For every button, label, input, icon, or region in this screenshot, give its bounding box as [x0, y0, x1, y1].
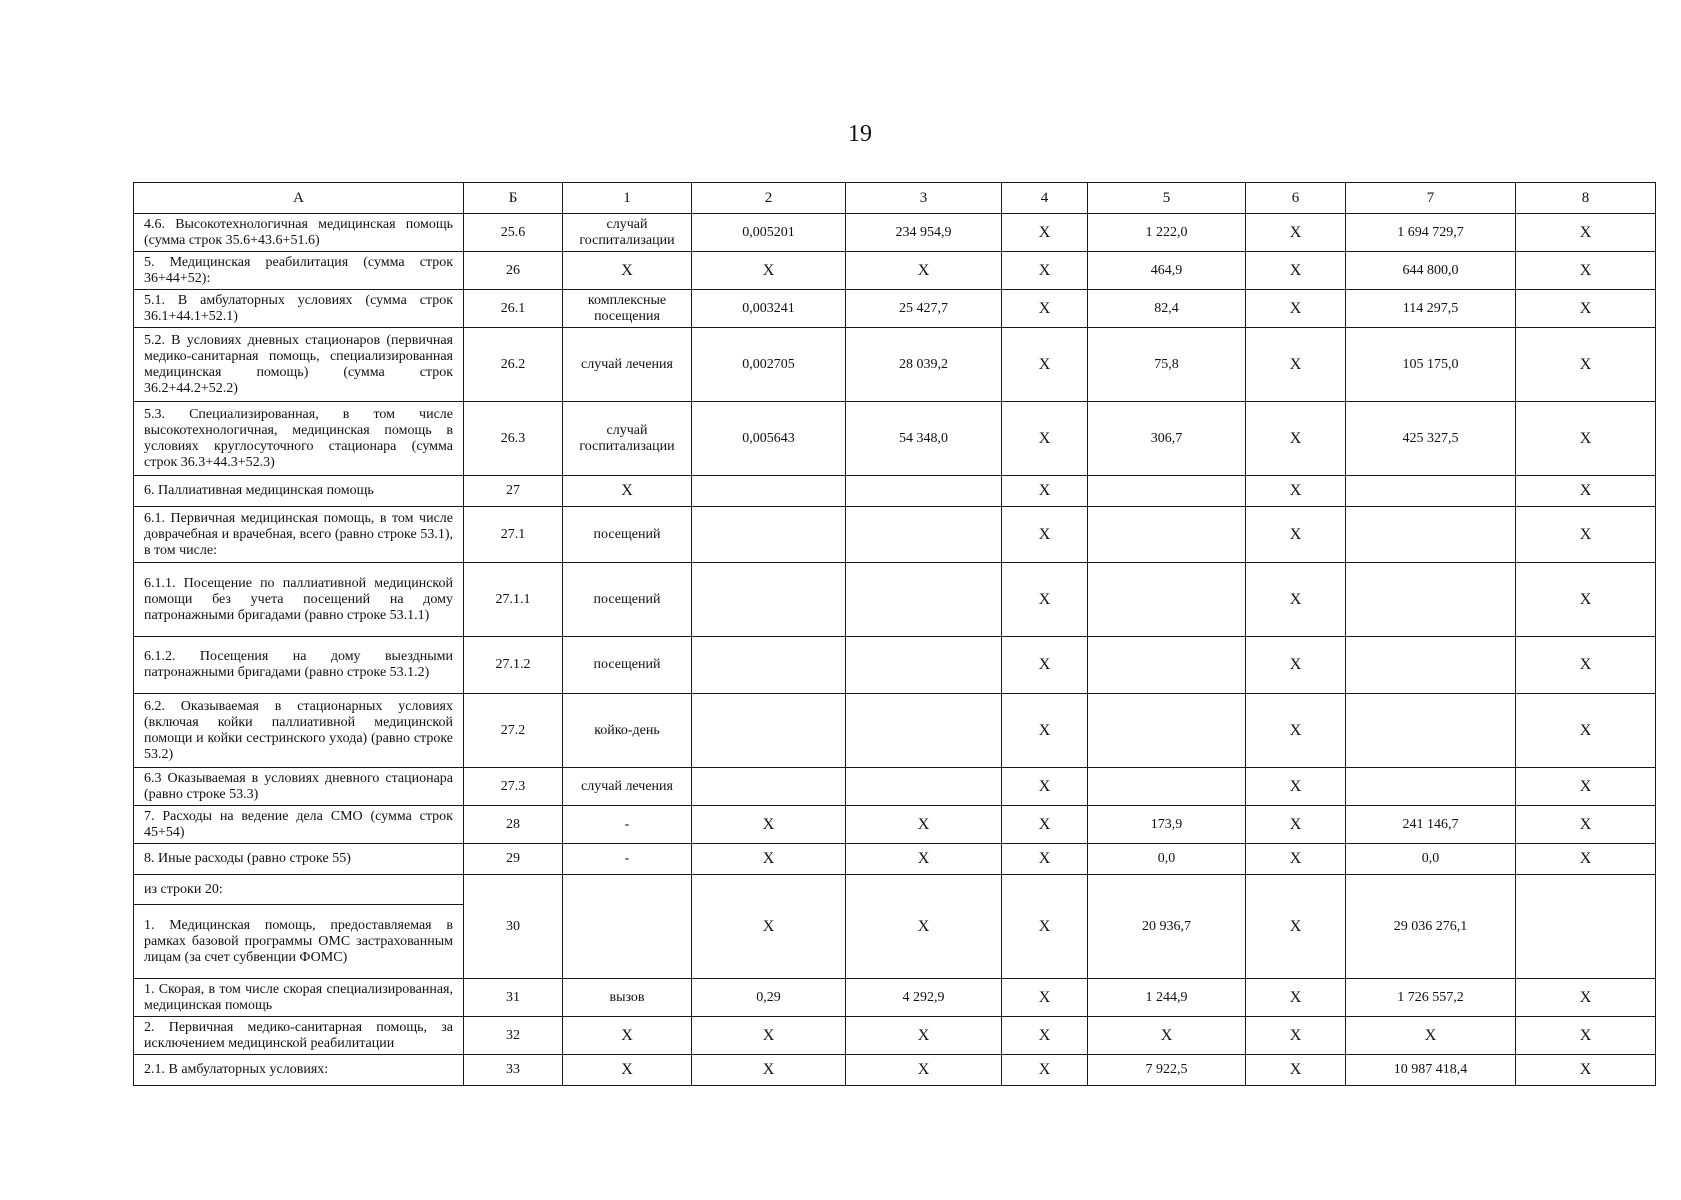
unit-cell: случай лечения: [563, 328, 692, 402]
row-code: 32: [464, 1017, 563, 1055]
table-row: [134, 476, 1656, 507]
unit-cell: комплексные посещения: [563, 290, 692, 328]
value-cell: Х: [1002, 979, 1088, 1017]
column-header: 2: [692, 183, 846, 214]
unit-cell: посещений: [563, 507, 692, 563]
unit-cell: случай госпитализации: [563, 402, 692, 476]
value-cell: [692, 768, 846, 806]
unit-cell: [563, 875, 692, 979]
unit-cell: случай лечения: [563, 768, 692, 806]
value-cell: 1 222,0: [1088, 214, 1246, 252]
row-code: 26: [464, 252, 563, 290]
row-name: 6.1. Первичная медицинская помощь, в том числе доврачебная и врачебная, всего (равно строке 53.1), в том числе:: [134, 507, 464, 563]
value-cell: [1088, 768, 1246, 806]
value-cell: Х: [1516, 290, 1656, 328]
value-cell: Х: [1246, 1055, 1346, 1086]
value-cell: Х: [1516, 1055, 1656, 1086]
value-cell: 173,9: [1088, 806, 1246, 844]
value-cell: Х: [1516, 214, 1656, 252]
unit-cell: -: [563, 806, 692, 844]
table-row: [134, 768, 1656, 806]
section-subheading-row: [134, 875, 1656, 905]
row-code: 27.2: [464, 694, 563, 768]
column-header: 6: [1246, 183, 1346, 214]
unit-cell: -: [563, 844, 692, 875]
unit-cell: посещений: [563, 563, 692, 637]
value-cell: Х: [1516, 979, 1656, 1017]
value-cell: 0,005201: [692, 214, 846, 252]
table-row: [134, 563, 1656, 637]
table-row: [134, 252, 1656, 290]
value-cell: 0,005643: [692, 402, 846, 476]
value-cell: Х: [1246, 507, 1346, 563]
value-cell: Х: [1516, 806, 1656, 844]
row-code: 27: [464, 476, 563, 507]
value-cell: 0,0: [1346, 844, 1516, 875]
value-cell: Х: [1002, 806, 1088, 844]
row-name: 5.1. В амбулаторных условиях (сумма строк 36.1+44.1+52.1): [134, 290, 464, 328]
value-cell: Х: [1516, 694, 1656, 768]
value-cell: Х: [1246, 694, 1346, 768]
value-cell: Х: [1246, 637, 1346, 694]
value-cell: Х: [1246, 806, 1346, 844]
value-cell: 20 936,7: [1088, 875, 1246, 979]
unit-cell: Х: [563, 476, 692, 507]
value-cell: [846, 768, 1002, 806]
column-header: 1: [563, 183, 692, 214]
column-header: А: [134, 183, 464, 214]
value-cell: 644 800,0: [1346, 252, 1516, 290]
table-row: [134, 402, 1656, 476]
value-cell: Х: [1516, 637, 1656, 694]
table-row: [134, 844, 1656, 875]
table-row: [134, 694, 1656, 768]
value-cell: [1088, 507, 1246, 563]
value-cell: [692, 476, 846, 507]
value-cell: [1346, 768, 1516, 806]
value-cell: 0,29: [692, 979, 846, 1017]
value-cell: Х: [1516, 768, 1656, 806]
value-cell: Х: [692, 1055, 846, 1086]
value-cell: Х: [1002, 290, 1088, 328]
value-cell: Х: [1088, 1017, 1246, 1055]
row-code: 28: [464, 806, 563, 844]
value-cell: [1346, 637, 1516, 694]
row-code: 27.1: [464, 507, 563, 563]
section-subheading: из строки 20:: [134, 875, 464, 905]
value-cell: Х: [1516, 563, 1656, 637]
row-code: 26.1: [464, 290, 563, 328]
value-cell: 10 987 418,4: [1346, 1055, 1516, 1086]
value-cell: 1 726 557,2: [1346, 979, 1516, 1017]
value-cell: 105 175,0: [1346, 328, 1516, 402]
value-cell: 464,9: [1088, 252, 1246, 290]
value-cell: Х: [1246, 1017, 1346, 1055]
value-cell: [846, 507, 1002, 563]
row-name: 6.3 Оказываемая в условиях дневного стационара (равно строке 53.3): [134, 768, 464, 806]
table-row: [134, 507, 1656, 563]
value-cell: [1346, 507, 1516, 563]
value-cell: Х: [692, 1017, 846, 1055]
value-cell: Х: [1002, 637, 1088, 694]
unit-cell: койко-день: [563, 694, 692, 768]
value-cell: Х: [692, 875, 846, 979]
value-cell: [692, 563, 846, 637]
value-cell: Х: [1516, 328, 1656, 402]
value-cell: [846, 637, 1002, 694]
value-cell: Х: [1246, 979, 1346, 1017]
value-cell: Х: [1002, 844, 1088, 875]
value-cell: 241 146,7: [1346, 806, 1516, 844]
value-cell: Х: [846, 1017, 1002, 1055]
value-cell: Х: [692, 844, 846, 875]
row-name: 2. Первичная медико-санитарная помощь, за исключением медицинской реабилитации: [134, 1017, 464, 1055]
row-code: 26.3: [464, 402, 563, 476]
row-name: 2.1. В амбулаторных условиях:: [134, 1055, 464, 1086]
value-cell: Х: [1002, 476, 1088, 507]
value-cell: Х: [846, 875, 1002, 979]
row-name: 5.3. Специализированная, в том числе высокотехнологичная, медицинская помощь в условиях круглосуточного стационара (сумма строк 36.3+44.3+52.3): [134, 402, 464, 476]
value-cell: 0,002705: [692, 328, 846, 402]
value-cell: Х: [1346, 1017, 1516, 1055]
unit-cell: Х: [563, 252, 692, 290]
value-cell: 7 922,5: [1088, 1055, 1246, 1086]
value-cell: Х: [1246, 844, 1346, 875]
value-cell: Х: [692, 806, 846, 844]
row-name: 1. Скорая, в том числе скорая специализированная, медицинская помощь: [134, 979, 464, 1017]
value-cell: Х: [1516, 844, 1656, 875]
row-name: 4.6. Высокотехнологичная медицинская помощь (сумма строк 35.6+43.6+51.6): [134, 214, 464, 252]
value-cell: 425 327,5: [1346, 402, 1516, 476]
row-code: 27.1.1: [464, 563, 563, 637]
value-cell: 4 292,9: [846, 979, 1002, 1017]
column-header: 5: [1088, 183, 1246, 214]
value-cell: 306,7: [1088, 402, 1246, 476]
value-cell: Х: [1002, 694, 1088, 768]
value-cell: Х: [846, 844, 1002, 875]
value-cell: [846, 476, 1002, 507]
unit-cell: вызов: [563, 979, 692, 1017]
value-cell: [1088, 637, 1246, 694]
value-cell: [692, 507, 846, 563]
row-name: 1. Медицинская помощь, предоставляемая в рамках базовой программы ОМС застрахованным лицам (за счет субвенции ФОМС): [134, 905, 464, 979]
row-code: 25.6: [464, 214, 563, 252]
row-name: 6.1.1. Посещение по паллиативной медицинской помощи без учета посещений на дому патронажными бригадами (равно строке 53.1.1): [134, 563, 464, 637]
value-cell: [692, 637, 846, 694]
value-cell: [1346, 476, 1516, 507]
value-cell: 82,4: [1088, 290, 1246, 328]
table-row: [134, 1017, 1656, 1055]
row-name: 8. Иные расходы (равно строке 55): [134, 844, 464, 875]
row-name: 6. Паллиативная медицинская помощь: [134, 476, 464, 507]
value-cell: [846, 694, 1002, 768]
column-header: Б: [464, 183, 563, 214]
value-cell: 29 036 276,1: [1346, 875, 1516, 979]
value-cell: Х: [1002, 507, 1088, 563]
value-cell: Х: [1002, 252, 1088, 290]
value-cell: Х: [846, 252, 1002, 290]
row-name: 5. Медицинская реабилитация (сумма строк 36+44+52):: [134, 252, 464, 290]
row-code: 31: [464, 979, 563, 1017]
table-row: [134, 1055, 1656, 1086]
row-code: 26.2: [464, 328, 563, 402]
value-cell: Х: [846, 806, 1002, 844]
value-cell: Х: [1002, 563, 1088, 637]
value-cell: 75,8: [1088, 328, 1246, 402]
value-cell: Х: [1516, 476, 1656, 507]
column-header: 3: [846, 183, 1002, 214]
row-code: 33: [464, 1055, 563, 1086]
row-code: 30: [464, 875, 563, 979]
column-header: 4: [1002, 183, 1088, 214]
page-number: 19: [848, 121, 872, 147]
value-cell: Х: [1002, 402, 1088, 476]
value-cell: Х: [1516, 402, 1656, 476]
value-cell: Х: [1246, 768, 1346, 806]
row-code: 27.1.2: [464, 637, 563, 694]
value-cell: 114 297,5: [1346, 290, 1516, 328]
table-row: [134, 290, 1656, 328]
row-name: 7. Расходы на ведение дела СМО (сумма строк 45+54): [134, 806, 464, 844]
row-code: 29: [464, 844, 563, 875]
value-cell: Х: [1002, 1017, 1088, 1055]
value-cell: 234 954,9: [846, 214, 1002, 252]
table-row: [134, 328, 1656, 402]
value-cell: 1 694 729,7: [1346, 214, 1516, 252]
value-cell: 25 427,7: [846, 290, 1002, 328]
unit-cell: Х: [563, 1055, 692, 1086]
value-cell: 0,0: [1088, 844, 1246, 875]
value-cell: [692, 694, 846, 768]
value-cell: Х: [1246, 563, 1346, 637]
value-cell: Х: [1246, 214, 1346, 252]
row-code: 27.3: [464, 768, 563, 806]
value-cell: Х: [1246, 328, 1346, 402]
value-cell: Х: [1246, 290, 1346, 328]
value-cell: Х: [1002, 875, 1088, 979]
table-row: [134, 214, 1656, 252]
header-row: [134, 183, 1656, 214]
table-row: [134, 979, 1656, 1017]
value-cell: 0,003241: [692, 290, 846, 328]
value-cell: Х: [1002, 214, 1088, 252]
value-cell: 54 348,0: [846, 402, 1002, 476]
value-cell: Х: [1246, 476, 1346, 507]
value-cell: [1088, 476, 1246, 507]
value-cell: Х: [1246, 252, 1346, 290]
value-cell: Х: [692, 252, 846, 290]
unit-cell: случай госпитализации: [563, 214, 692, 252]
value-cell: Х: [1246, 875, 1346, 979]
column-header: 8: [1516, 183, 1656, 214]
value-cell: [1088, 694, 1246, 768]
value-cell: [1088, 563, 1246, 637]
value-cell: 1 244,9: [1088, 979, 1246, 1017]
value-cell: Х: [1516, 507, 1656, 563]
unit-cell: Х: [563, 1017, 692, 1055]
value-cell: [1346, 563, 1516, 637]
value-cell: Х: [1002, 1055, 1088, 1086]
value-cell: Х: [1002, 768, 1088, 806]
value-cell: [846, 563, 1002, 637]
value-cell: Х: [1002, 328, 1088, 402]
row-name: 6.1.2. Посещения на дому выездными патронажными бригадами (равно строке 53.1.2): [134, 637, 464, 694]
data-table: [133, 182, 1656, 1086]
value-cell: [1346, 694, 1516, 768]
row-name: 6.2. Оказываемая в стационарных условиях (включая койки паллиативной медицинской помощи и койки сестринского ухода) (равно строке 53.2): [134, 694, 464, 768]
unit-cell: посещений: [563, 637, 692, 694]
column-header: 7: [1346, 183, 1516, 214]
value-cell: 28 039,2: [846, 328, 1002, 402]
value-cell: Х: [1516, 252, 1656, 290]
value-cell: Х: [1516, 1017, 1656, 1055]
value-cell: Х: [1246, 402, 1346, 476]
value-cell: Х: [846, 1055, 1002, 1086]
table-row: [134, 637, 1656, 694]
row-name: 5.2. В условиях дневных стационаров (первичная медико-санитарная помощь, специализированная медицинская помощь) (сумма строк 36.2+44.2+52.2): [134, 328, 464, 402]
table-row: [134, 806, 1656, 844]
value-cell: [1516, 875, 1656, 979]
